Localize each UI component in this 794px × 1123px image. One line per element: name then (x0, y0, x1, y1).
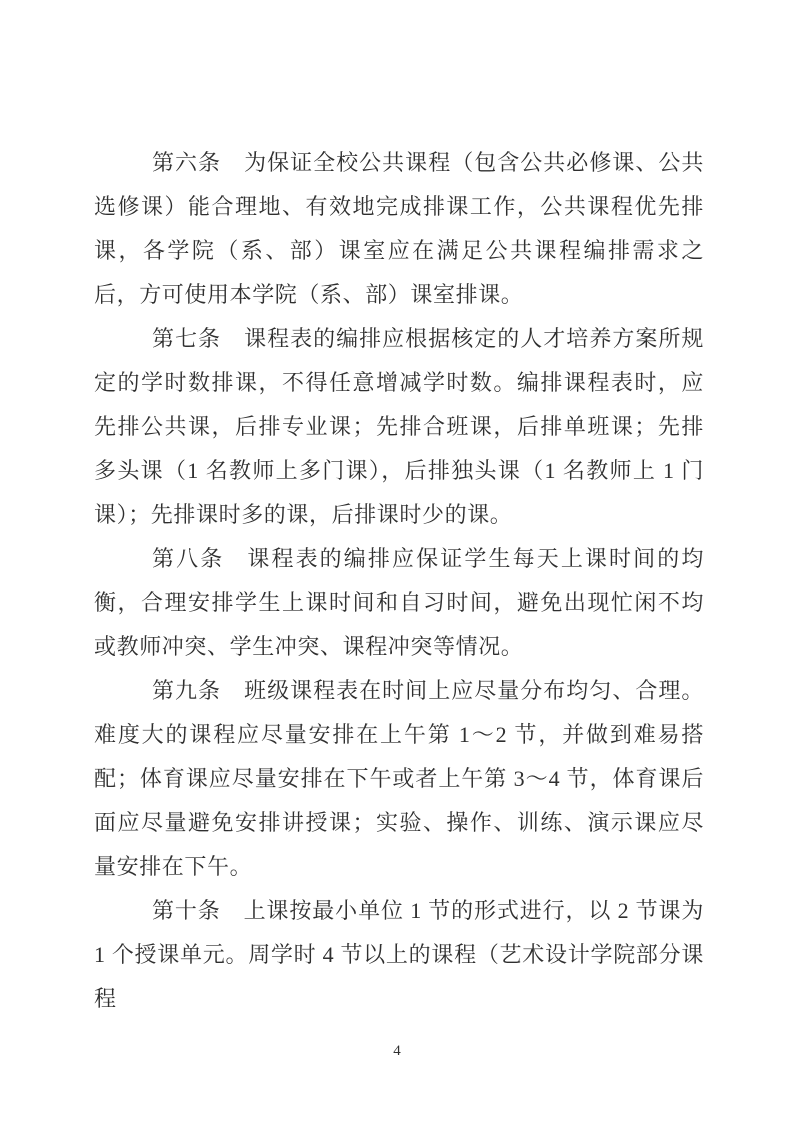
article-8-number: 第八条 (152, 546, 225, 571)
article-6-text: 为保证全校公共课程（包含公共必修课、公共选修课）能合理地、有效地完成排课工作，公共课程优先排课，各学院（系、部）课室应在满足公共课程编排需求之后，方可使用本学院（系、部）课室排课。 (94, 150, 704, 307)
document-body (94, 141, 704, 1021)
paragraph-article-6 (94, 141, 704, 317)
article-10-number: 第十条 (152, 898, 221, 923)
paragraph-article-10 (94, 889, 704, 1021)
paragraph-article-8 (94, 537, 704, 669)
article-9-text: 班级课程表在时间上应尽量分布均匀、合理。难度大的课程应尽量安排在上午第 1～2 节，并做到难易搭配；体育课应尽量安排在下午或者上午第 3～4 节，体育课后面应尽量避免安排讲授课；实验、操作、训练、演示课应尽量安排在下午。 (94, 678, 704, 879)
article-6-number: 第六条 (152, 150, 222, 175)
article-7-text: 课程表的编排应根据核定的人才培养方案所规定的学时数排课，不得任意增减学时数。编排课程表时，应先排公共课，后排专业课；先排合班课，后排单班课；先排多头课（1 名教师上多门课），后排独头课（1 名教师上 1 门课）；先排课时多的课，后排课时少的课。 (94, 326, 704, 527)
page-number: 4 (393, 1043, 401, 1059)
article-8-text: 课程表的编排应保证学生每天上课时间的均衡，合理安排学生上课时间和自习时间，避免出现忙闲不均或教师冲突、学生冲突、课程冲突等情况。 (94, 546, 704, 659)
article-7-number: 第七条 (152, 326, 222, 351)
paragraph-article-7 (94, 317, 704, 537)
paragraph-article-9 (94, 669, 704, 889)
article-10-text: 上课按最小单位 1 节的形式进行，以 2 节课为 1 个授课单元。周学时 4 节以上的课程（艺术设计学院部分课程 (94, 898, 704, 1011)
article-9-number: 第九条 (152, 678, 222, 703)
